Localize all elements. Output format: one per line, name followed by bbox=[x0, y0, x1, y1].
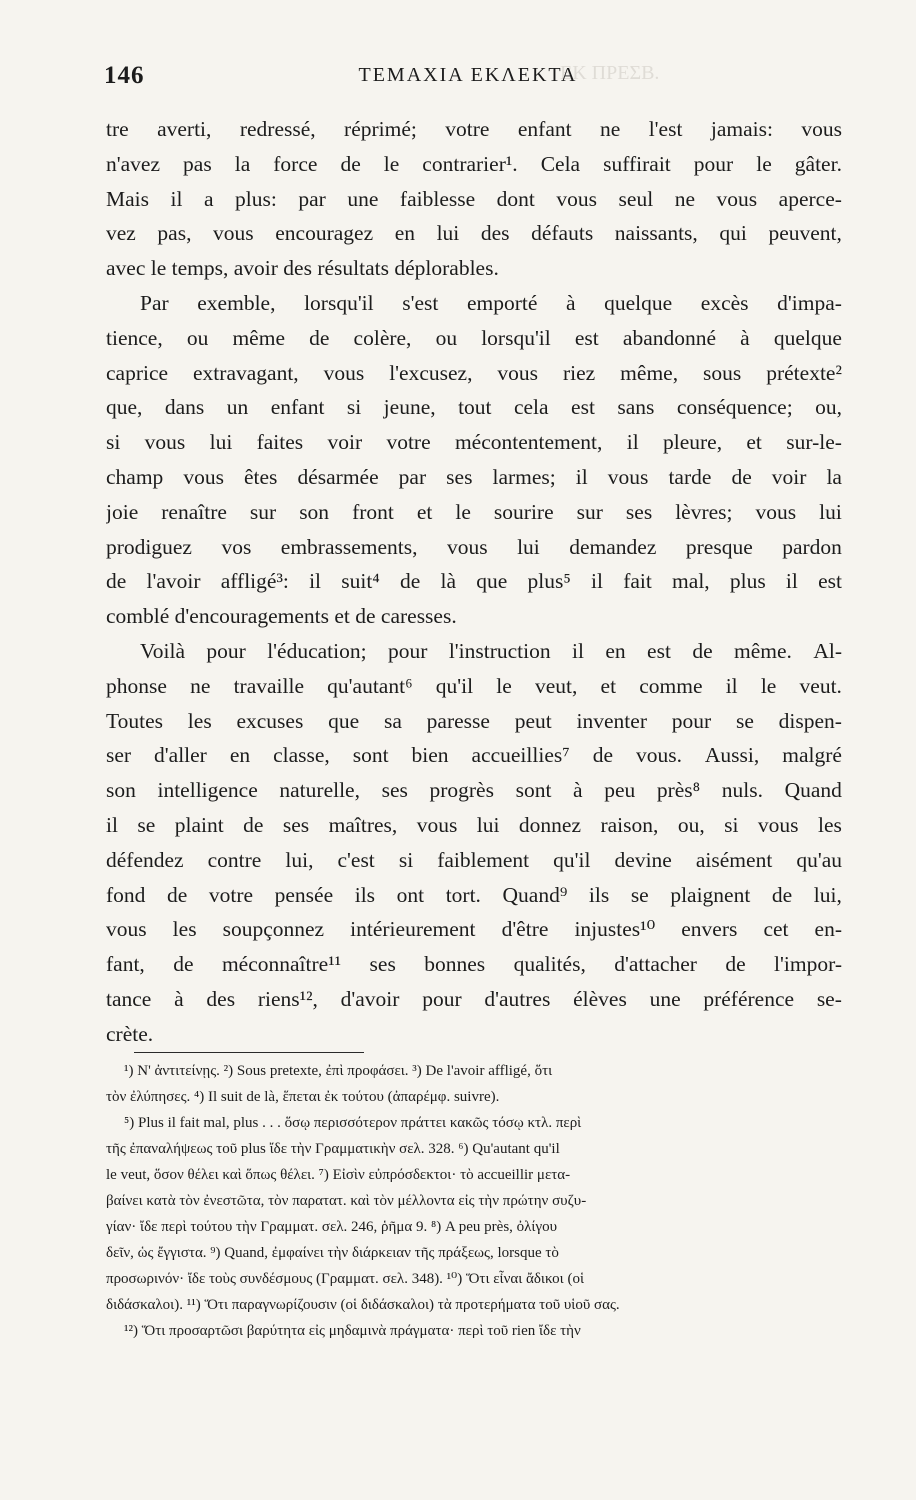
footnote-line: ¹²) Ὅτι προσαρτῶσι βαρύτητα εἰς μηδαμινὰ πράγματα· περὶ τοῦ rien ἴδε τὴν bbox=[124, 1323, 581, 1339]
footnote-line: προσωρινόν· ἴδε τοὺς συνδέσμους (Γραμματ. σελ. 348). ¹⁰) Ὅτι εἶναι ἄδικοι (οἱ bbox=[106, 1271, 585, 1287]
text-line: caprice extravagant, vous l'excusez, vous riez même, sous prétexte² bbox=[106, 360, 842, 385]
footnote-line: βαίνει κατὰ τὸν ἐνεστῶτα, τὸν παρατατ. καὶ τὸν μέλλοντα εἰς τὴν πρώτην συζυ- bbox=[106, 1193, 587, 1209]
text-line: ser d'aller en classe, sont bien accueillies⁷ de vous. Aussi, malgré bbox=[106, 743, 842, 768]
footnote-line: δεῖν, ὡς ἔγγιστα. ⁹) Quand, ἐμφαίνει τὴν διάρκειαν τῆς πράξεως, lorsque τὸ bbox=[106, 1245, 559, 1261]
text-line: fant, de méconnaître¹¹ ses bonnes qualités, d'attacher de l'impor- bbox=[106, 952, 842, 977]
text-line: Par exemble, lorsqu'il s'est emporté à quelque excès d'impa- bbox=[140, 290, 842, 315]
footnote-line: ⁵) Plus il fait mal, plus . . . ὅσῳ περισσότερον πράττει κακῶς τόσῳ κτλ. περὶ bbox=[124, 1115, 582, 1131]
footnote-line: τῆς ἐπαναλήψεως τοῦ plus ἴδε τὴν Γραμματικὴν σελ. 328. ⁶) Qu'autant qu'il bbox=[106, 1141, 560, 1157]
text-line: Mais il a plus: par une faiblesse dont vous seul ne vous aperce- bbox=[106, 186, 842, 211]
text-line: avec le temps, avoir des résultats déplorables. bbox=[106, 256, 499, 281]
text-line: tance à des riens¹², d'avoir pour d'autres élèves une préférence se- bbox=[106, 986, 842, 1011]
text-line: défendez contre lui, c'est si faiblement qu'il devine aisément qu'au bbox=[106, 847, 842, 872]
text-line: Voilà pour l'éducation; pour l'instruction il en est de même. Al- bbox=[140, 638, 842, 663]
text-line: joie renaître sur son front et le sourire sur ses lèvres; vous lui bbox=[106, 499, 842, 524]
text-line: de l'avoir affligé³: il suit⁴ de là que plus⁵ il fait mal, plus il est bbox=[106, 569, 842, 594]
text-line: vous les soupçonnez intérieurement d'être injustes¹⁰ envers cet en- bbox=[106, 917, 842, 942]
footnote-divider bbox=[134, 1052, 364, 1053]
text-line: fond de votre pensée ils ont tort. Quand⁹ ils se plaignent de lui, bbox=[106, 882, 842, 907]
text-line: tre averti, redressé, réprimé; votre enfant ne l'est jamais: vous bbox=[106, 117, 842, 141]
text-line: son intelligence naturelle, ses progrès sont à peu près⁸ nuls. Quand bbox=[106, 778, 842, 803]
footnotes bbox=[106, 1058, 842, 1344]
text-line: si vous lui faites voir votre mécontentement, il pleure, et sur-le- bbox=[106, 430, 842, 455]
text-line: crète. bbox=[106, 1021, 154, 1046]
running-title: TEMAXIA EKΛEKTA bbox=[358, 64, 578, 86]
text-line: phonse ne travaille qu'autant⁶ qu'il le veut, et comme il le veut. bbox=[106, 673, 842, 698]
footnote-line: διδάσκαλοι). ¹¹) Ὅτι παραγνωρίζουσιν (οἱ διδάσκαλοι) τὰ προτερήματα τοῦ υἱοῦ σας. bbox=[106, 1297, 620, 1313]
text-line: tience, ou même de colère, ou lorsqu'il est abandonné à quelque bbox=[106, 325, 842, 350]
text-line: champ vous êtes désarmée par ses larmes; il vous tarde de voir la bbox=[106, 464, 842, 489]
main-text bbox=[106, 112, 842, 1052]
footnote-line: γίαν· ἴδε περὶ τούτου τὴν Γραμματ. σελ. 246, ῥῆμα 9. ⁸) A peu près, ὀλίγου bbox=[106, 1219, 558, 1235]
text-line: n'avez pas la force de le contrarier¹. Cela suffirait pour le gâter. bbox=[106, 151, 842, 176]
text-line: que, dans un enfant si jeune, tout cela est sans conséquence; ou, bbox=[106, 395, 842, 420]
page-header bbox=[98, 62, 838, 96]
text-line: vez pas, vous encouragez en lui des défauts naissants, qui peuvent, bbox=[106, 221, 842, 246]
footnote-line: le veut, ὅσον θέλει καὶ ὅπως θέλει. ⁷) Εἰσὶν εὐπρόσδεκτοι· τὸ accueillir μετα- bbox=[106, 1167, 571, 1183]
text-line: Toutes les excuses que sa paresse peut inventer pour se dispen- bbox=[106, 708, 842, 733]
text-line: il se plaint de ses maîtres, vous lui donnez raison, ou, si vous les bbox=[106, 812, 842, 837]
footnote-line: τὸν ἐλύπησες. ⁴) Il suit de là, ἕπεται ἐκ τούτου (ἀπαρέμφ. suivre). bbox=[106, 1089, 500, 1105]
page-number: 146 bbox=[104, 62, 145, 89]
text-line: comblé d'encouragements et de caresses. bbox=[106, 604, 457, 629]
bleed-through-text: ΕΚ ΠΡΕΣΒ. bbox=[560, 62, 660, 84]
footnote-line: ¹) N' ἀντιτείνῃς. ²) Sous pretexte, ἐπὶ προφάσει. ³) De l'avoir affligé, ὅτι bbox=[124, 1063, 553, 1079]
text-line: prodiguez vos embrassements, vous lui demandez presque pardon bbox=[106, 534, 842, 559]
